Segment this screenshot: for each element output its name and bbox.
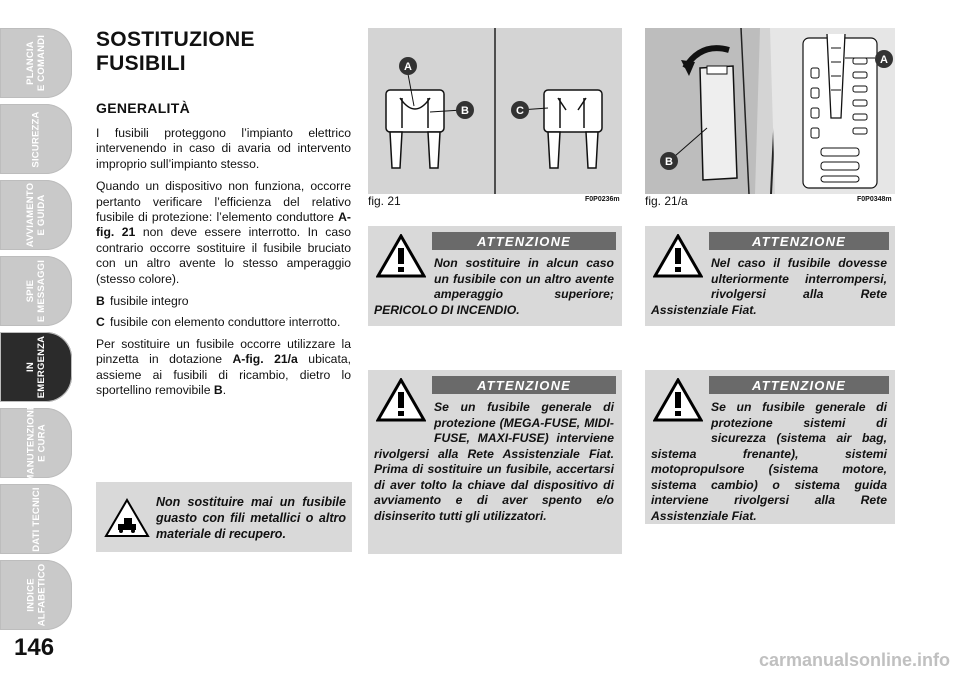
note-box xyxy=(96,482,352,552)
warning-box xyxy=(645,226,895,326)
label-a xyxy=(875,50,893,68)
tab-avviamento[interactable]: AVVIAMENTO E GUIDA xyxy=(0,180,72,250)
list-item: C fusibile con elemento conduttore interrotto. xyxy=(96,315,341,330)
tab-spie[interactable]: SPIE E MESSAGGI xyxy=(0,256,72,326)
note-text: Non sostituire mai un fusibile guasto con fili metallici o altro materiale di recupero. xyxy=(156,495,346,541)
figure-21a xyxy=(645,28,895,194)
warning-header: ATTENZIONE xyxy=(432,232,616,250)
paragraph: Quando un dispositivo non funziona, occorre pertanto verificare l’efficienza del relativo fusibile di protezione: l’elemento conduttore A- fig. 21 non deve essere interrotto. In caso contrario occorre sostituire il fusibile bruciato con un altro avente lo stesso amperaggio (stesso colore). xyxy=(96,179,351,286)
tab-manutenzione[interactable]: MANUTENZIONE E CURA xyxy=(0,408,72,478)
warning-box xyxy=(368,370,622,554)
warning-header: ATTENZIONE xyxy=(709,376,889,394)
paragraph: Per sostituire un fusibile occorre utilizzare la pinzetta in dotazione A-fig. 21/a ubicata, assieme ai fusibili di ricambio, dietro lo sportellino removibile B. xyxy=(96,336,351,398)
svg-text:B: B xyxy=(665,156,673,168)
label-b xyxy=(660,152,678,170)
tab-indice[interactable]: INDICE ALFABETICO xyxy=(0,560,72,630)
warning-text: Nel caso il fusibile dovesse ulteriormente interrompersi, rivolgersi alla Rete Assistenziale Fiat. xyxy=(651,256,887,317)
list-item: B fusibile integro xyxy=(96,294,189,309)
paragraph: I fusibili proteggono l’impianto elettrico intervenendo in caso di avaria od intervento improprio sull’impianto stesso. xyxy=(96,126,351,171)
body-text xyxy=(96,126,351,406)
figure-caption: fig. 21/a xyxy=(645,194,688,208)
road-hazard-icon xyxy=(104,498,150,538)
warning-text: Non sostituire in alcun caso un fusibile con un altro avente amperaggio superiore; PERICOLO DI INCENDIO. xyxy=(374,256,614,317)
fuse-box-illustration xyxy=(645,28,895,194)
svg-text:A: A xyxy=(404,61,412,73)
watermark-text: carmanualsonline.info xyxy=(758,650,950,670)
figure-caption: fig. 21 xyxy=(368,194,401,208)
fuse-illustration xyxy=(368,28,622,194)
warning-text: Se un fusibile generale di protezione (MEGA-FUSE, MIDI-FUSE, MAXI-FUSE) interviene rivolgersi alla Rete Assistenziale Fiat. Prima di sostituire un fusibile, accertarsi di aver tolto la chiave dal dispositivo di avviamento e di aver spento e/o disinserito tutti gli utilizzatori. xyxy=(374,400,614,523)
section-heading: GENERALITÀ xyxy=(96,100,190,116)
label-c xyxy=(511,101,529,119)
tab-sicurezza[interactable]: SICUREZZA xyxy=(0,104,72,174)
figure-21 xyxy=(368,28,622,194)
label-b xyxy=(456,101,474,119)
label-a xyxy=(399,57,417,75)
warning-box xyxy=(645,370,895,524)
figure-code: F0P0348m xyxy=(857,196,892,203)
warning-header: ATTENZIONE xyxy=(432,376,616,394)
tab-plancia[interactable]: PLANCIA E COMANDI xyxy=(0,28,72,98)
warning-box xyxy=(368,226,622,326)
tab-emergenza[interactable]: IN EMERGENZA xyxy=(0,332,72,402)
page-title: SOSTITUZIONE FUSIBILI xyxy=(96,28,255,75)
figure-code: F0P0236m xyxy=(585,196,620,203)
warning-text: Se un fusibile generale di protezione sistemi di sicurezza (sistema air bag, sistema frenante), sistemi motopropulsore (sistema motore, sistema cambio) o sistema guida interviene rivolgersi alla Rete Assistenziale Fiat. xyxy=(651,400,887,523)
svg-text:A: A xyxy=(880,54,888,66)
tab-dati-tecnici[interactable]: DATI TECNICI xyxy=(0,484,72,554)
page-number: 146 xyxy=(14,634,55,661)
svg-text:C: C xyxy=(516,105,524,117)
warning-header: ATTENZIONE xyxy=(709,232,889,250)
svg-text:B: B xyxy=(461,105,469,117)
